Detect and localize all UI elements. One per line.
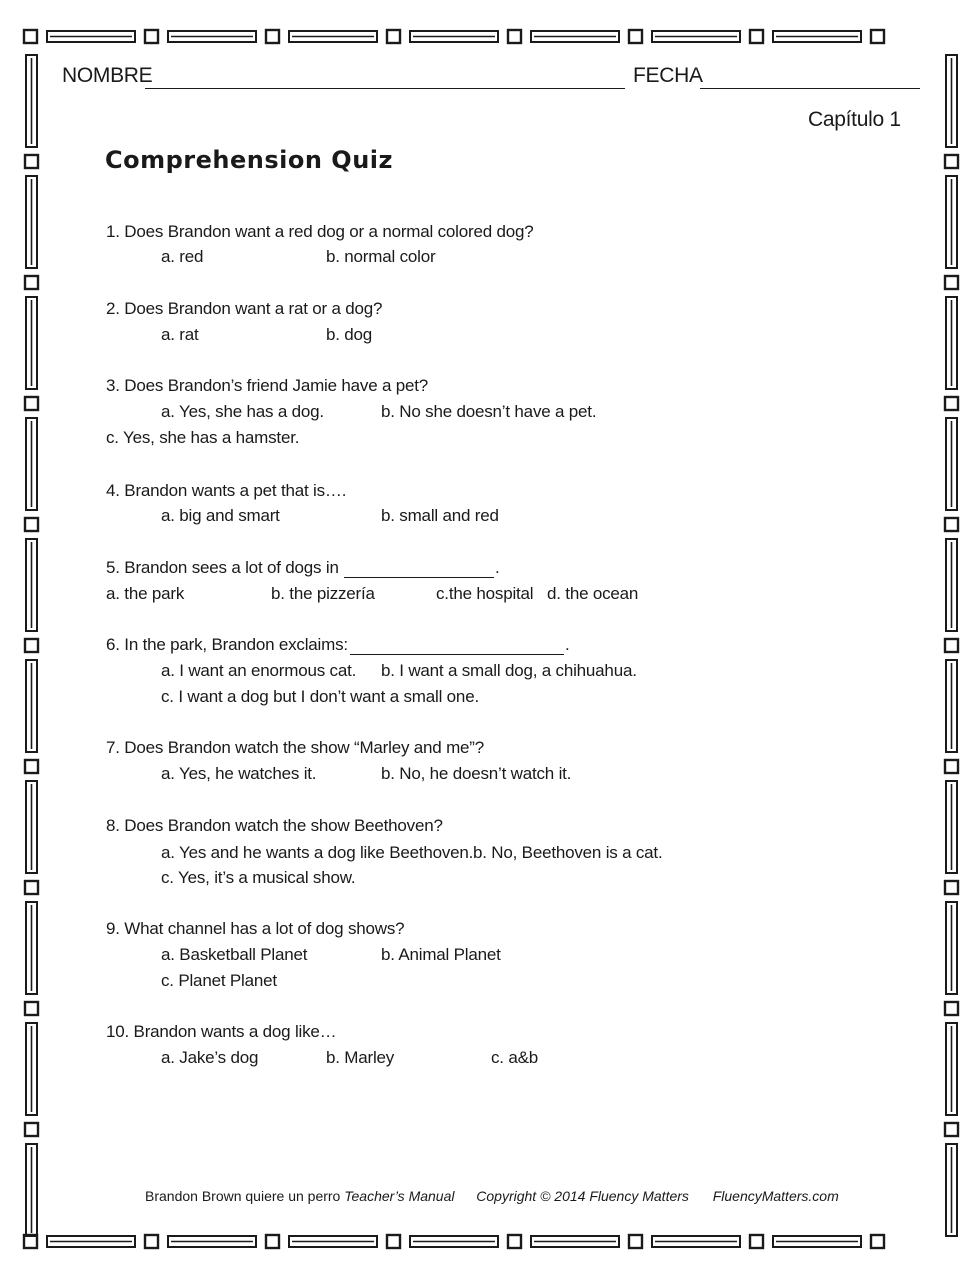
border-ornament: [945, 276, 958, 289]
q9-option-a: a. Basketball Planet: [161, 945, 308, 964]
q1-option-b: b. normal color: [326, 247, 436, 266]
border-ornament: [945, 1123, 958, 1136]
border-ornament: [266, 1235, 279, 1248]
border-ornament: [871, 30, 884, 43]
q5-option-a: a. the park: [106, 584, 185, 603]
q8-option-c: c. Yes, it’s a musical show.: [161, 868, 356, 887]
border-ornament: [25, 397, 38, 410]
border-ornament: [25, 276, 38, 289]
q10-option-b: b. Marley: [326, 1048, 395, 1067]
chapter-label: Capítulo 1: [808, 108, 901, 131]
border-ornament: [945, 1002, 958, 1015]
question-1: 1. Does Brandon want a red dog or a normal colored dog?: [106, 222, 534, 241]
q5-option-c: c.the hospital: [436, 584, 534, 603]
border-ornament: [25, 518, 38, 531]
q4-option-a: a. big and smart: [161, 506, 280, 525]
border-ornament: [387, 1235, 400, 1248]
border-ornament: [25, 881, 38, 894]
question-9: 9. What channel has a lot of dog shows?: [106, 919, 405, 938]
page-title: Comprehension Quiz: [105, 146, 393, 174]
nombre-line: [145, 88, 625, 89]
border-ornament: [750, 30, 763, 43]
footer: [145, 1188, 839, 1204]
q10-option-c: c. a&b: [491, 1048, 538, 1067]
border-ornament: [871, 1235, 884, 1248]
border-ornament: [629, 30, 642, 43]
q7-option-a: a. Yes, he watches it.: [161, 764, 317, 783]
border-ornament: [945, 881, 958, 894]
border-ornament: [25, 760, 38, 773]
q5-question-end: .: [495, 558, 500, 577]
border-ornament: [945, 155, 958, 168]
border-ornament: [25, 1123, 38, 1136]
q2-option-a: a. rat: [161, 325, 199, 344]
question-8: 8. Does Brandon watch the show Beethoven?: [106, 816, 443, 835]
q6-answer-blank: [350, 654, 564, 655]
q8-option-a: a. Yes and he wants a dog like Beethoven.: [161, 843, 474, 862]
q1-option-a: a. red: [161, 247, 204, 266]
q5-answer-blank: [344, 577, 494, 578]
q2-option-b: b. dog: [326, 325, 373, 344]
border-ornament: [25, 155, 38, 168]
border-ornament: [387, 30, 400, 43]
border-ornament: [145, 1235, 158, 1248]
question-6: 6. In the park, Brandon exclaims:: [106, 635, 348, 654]
border-ornament: [945, 397, 958, 410]
q6-option-c: c. I want a dog but I don’t want a small one.: [161, 687, 479, 706]
fecha-line: [700, 88, 920, 89]
q6-option-b: b. I want a small dog, a chihuahua.: [381, 661, 637, 680]
question-7: 7. Does Brandon watch the show “Marley and me”?: [106, 738, 485, 757]
border-ornament: [145, 30, 158, 43]
q6-question-end: .: [565, 635, 570, 654]
q4-option-b: b. small and red: [381, 506, 499, 525]
border-ornament: [508, 1235, 521, 1248]
footer-copyright: Copyright © 2014 Fluency Matters: [476, 1188, 689, 1204]
q9-option-b: b. Animal Planet: [381, 945, 501, 964]
footer-website: FluencyMatters.com: [712, 1188, 839, 1204]
border-ornament: [25, 639, 38, 652]
border-ornament: [629, 1235, 642, 1248]
q3-option-b: b. No she doesn’t have a pet.: [381, 402, 597, 421]
border-ornament: [945, 639, 958, 652]
q3-option-c: c. Yes, she has a hamster.: [106, 428, 300, 447]
q6-option-a: a. I want an enormous cat.: [161, 661, 357, 680]
footer-book-title: Brandon Brown quiere un perro: [145, 1188, 341, 1204]
border-ornament: [24, 30, 37, 43]
border-ornament: [25, 1002, 38, 1015]
border-ornament: [945, 760, 958, 773]
question-4: 4. Brandon wants a pet that is….: [106, 481, 347, 500]
q10-option-a: a. Jake’s dog: [161, 1048, 259, 1067]
question-10: 10. Brandon wants a dog like…: [106, 1022, 337, 1041]
footer-manual: Teacher’s Manual: [344, 1188, 455, 1204]
border-ornament: [508, 30, 521, 43]
question-3: 3. Does Brandon’s friend Jamie have a pet?: [106, 376, 429, 395]
q5-option-d: d. the ocean: [547, 584, 639, 603]
nombre-label: NOMBRE: [62, 64, 153, 87]
border-ornament: [266, 30, 279, 43]
fecha-label: FECHA: [633, 64, 703, 87]
q8-option-b: b. No, Beethoven is a cat.: [473, 843, 663, 862]
border-ornament: [750, 1235, 763, 1248]
q9-option-c: c. Planet Planet: [161, 971, 277, 990]
q7-option-b: b. No, he doesn’t watch it.: [381, 764, 572, 783]
q5-option-b: b. the pizzería: [271, 584, 375, 603]
question-2: 2. Does Brandon want a rat or a dog?: [106, 299, 383, 318]
q3-option-a: a. Yes, she has a dog.: [161, 402, 324, 421]
question-5: 5. Brandon sees a lot of dogs in: [106, 558, 339, 577]
border-ornament: [945, 518, 958, 531]
